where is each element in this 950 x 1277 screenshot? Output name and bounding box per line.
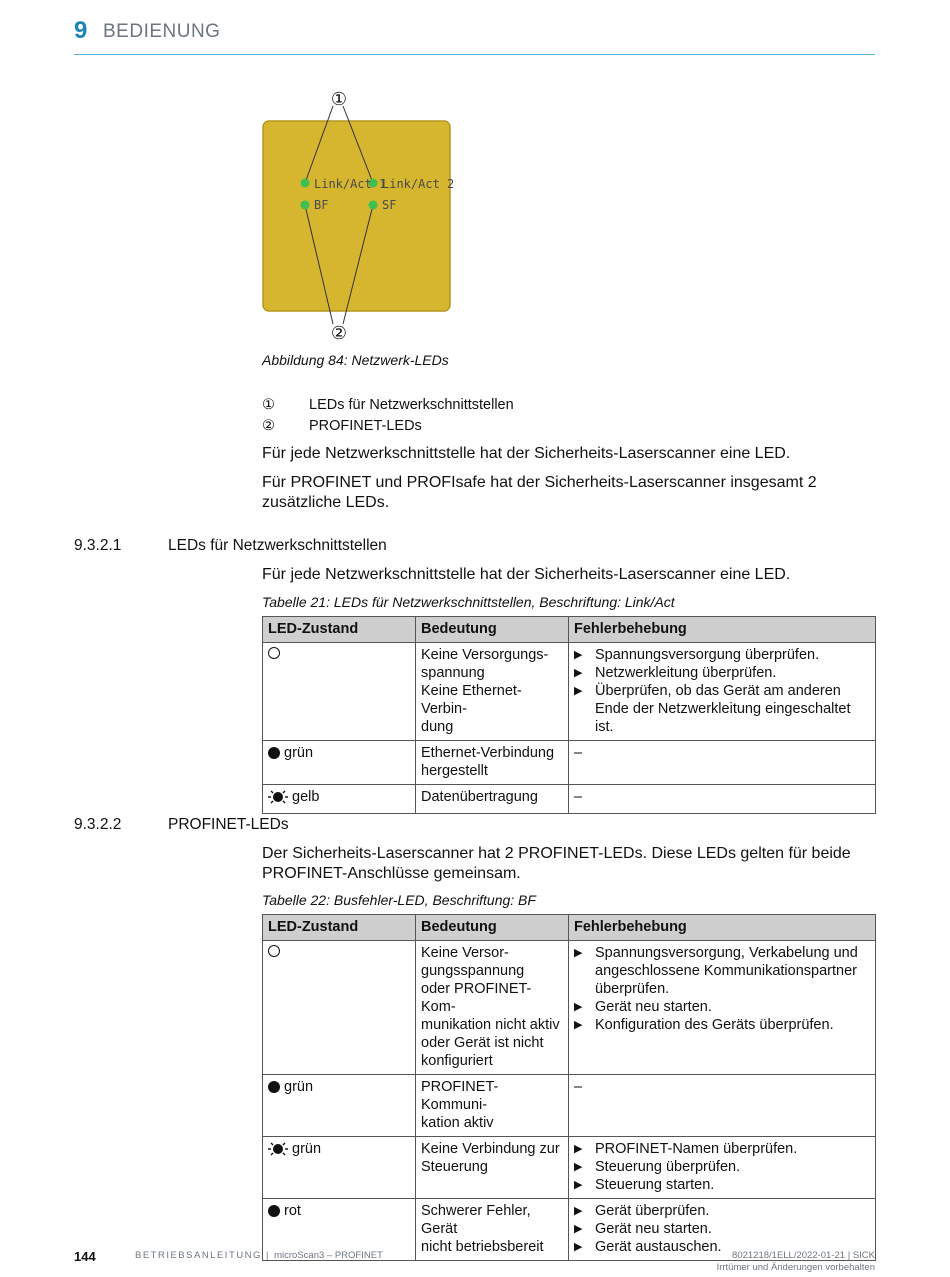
table-row [263, 941, 876, 1075]
fix-cell: – [569, 785, 876, 814]
fix-step: ▶ Steuerung starten. [574, 1176, 870, 1194]
footer-document: BETRIEBSANLEITUNG | microScan3 – PROFINET [135, 1250, 383, 1261]
meaning-line: konfiguriert [421, 1053, 493, 1069]
meaning-cell [416, 1075, 569, 1137]
meaning-line: Steuerung [421, 1159, 488, 1175]
callout-2: ② [330, 323, 348, 344]
led-state-cell [263, 1075, 416, 1137]
led-state-text: grün [284, 1079, 314, 1095]
led-state-cell [263, 941, 416, 1075]
meaning-line: kation aktiv [421, 1115, 494, 1131]
fix-step: ▶ Konfiguration des Geräts überprüfen. [574, 1016, 870, 1034]
meaning-cell [416, 643, 569, 741]
paragraph: Für jede Netzwerkschnittstelle hat der Sicherheits-Laserscanner eine LED. [262, 566, 791, 583]
fix-step: ▶ PROFINET-Namen überprüfen. [574, 1140, 870, 1158]
fix-cell [569, 643, 876, 741]
table-header-row [263, 915, 876, 941]
meaning-cell [416, 1137, 569, 1199]
led-on-icon [268, 1081, 280, 1093]
section-title: LEDs für Netzwerkschnittstellen [168, 537, 387, 554]
led-state-cell [263, 643, 416, 741]
led-label: Link/Act 1 [314, 177, 387, 191]
paragraph: Für jede Netzwerkschnittstelle hat der Sicherheits-Laserscanner eine LED. [262, 445, 791, 462]
meaning-line: Datenübertragung [421, 789, 538, 805]
fix-cell [569, 941, 876, 1075]
legend-text: LEDs für Netzwerkschnittstellen [309, 397, 514, 413]
led-flashing-icon [268, 1142, 288, 1156]
led-state-text: rot [284, 1203, 301, 1219]
footer-doc-id: 8021218/1ELL/2022-01-21 | SICK [732, 1250, 875, 1261]
paragraph: Für PROFINET und PROFIsafe hat der Sicherheits-Laserscanner insgesamt 2 zusätzliche LEDs. [262, 474, 817, 511]
meaning-line: dung [421, 719, 454, 735]
led-bf [301, 201, 310, 210]
led-table-network [262, 616, 876, 814]
table-caption: Tabelle 22: Busfehler-LED, Beschriftung: BF [262, 892, 536, 908]
led-label: Link/Act 2 [382, 177, 455, 191]
meaning-line: munikation nicht aktiv [421, 1017, 560, 1033]
table-row [263, 1137, 876, 1199]
fix-step: ▶ Steuerung überprüfen. [574, 1158, 870, 1176]
meaning-line: Keine Versor- [421, 945, 509, 961]
meaning-line: oder PROFINET-Kom- [421, 981, 532, 1015]
callout-1: ① [330, 89, 348, 110]
section-number: 9.3.2.1 [74, 537, 122, 554]
table-caption: Tabelle 21: LEDs für Netzwerkschnittstellen, Beschriftung: Link/Act [262, 594, 675, 610]
column-header: Bedeutung [416, 915, 569, 941]
device-panel [263, 121, 450, 311]
led-link-act-1 [301, 179, 310, 188]
column-header: Fehlerbehebung [569, 915, 876, 941]
led-label: SF [382, 198, 397, 212]
fix-step: ▶ Spannungsversorgung, Verkabelung und angeschlossene Kommunikationspartner überprüfen. [574, 944, 870, 998]
chapter-number: 9 [74, 17, 88, 44]
meaning-line: nicht betriebsbereit [421, 1239, 544, 1255]
network-leds-figure [260, 85, 460, 345]
table-row [263, 785, 876, 814]
column-header: Bedeutung [416, 617, 569, 643]
page-number: 144 [74, 1249, 96, 1264]
meaning-line: Ethernet-Verbindung [421, 745, 555, 761]
led-off-icon [268, 945, 280, 957]
footer-right [717, 1250, 875, 1274]
meaning-cell [416, 941, 569, 1075]
meaning-cell [416, 741, 569, 785]
meaning-line: Keine Versorgungs- [421, 647, 549, 663]
table-row [263, 1075, 876, 1137]
fix-step: ▶ Gerät neu starten. [574, 998, 870, 1016]
figure-caption: Abbildung 84: Netzwerk-LEDs [262, 352, 449, 368]
led-panel-illustration [260, 85, 460, 345]
led-on-icon [268, 747, 280, 759]
fix-cell [569, 1137, 876, 1199]
meaning-cell [416, 785, 569, 814]
led-sf [369, 201, 378, 210]
led-on-icon [268, 1205, 280, 1217]
led-off-icon [268, 647, 280, 659]
table-header-row [263, 617, 876, 643]
column-header: LED-Zustand [263, 915, 416, 941]
meaning-line: Keine Verbindung zur [421, 1141, 560, 1157]
fix-step: ▶ Gerät überprüfen. [574, 1202, 870, 1220]
fix-step: ▶ Netzwerkleitung überprüfen. [574, 664, 870, 682]
led-state-cell [263, 1137, 416, 1199]
legend-number: ① [262, 397, 275, 413]
meaning-line: spannung [421, 665, 485, 681]
led-state-cell [263, 785, 416, 814]
fix-cell: – [569, 741, 876, 785]
fix-step: ▶ Gerät neu starten. [574, 1220, 870, 1238]
footer-doc-type: BETRIEBSANLEITUNG [135, 1250, 262, 1261]
section-number: 9.3.2.2 [74, 816, 122, 833]
footer-disclaimer: Irrtümer und Änderungen vorbehalten [716, 1262, 875, 1273]
meaning-line: PROFINET-Kommuni- [421, 1079, 499, 1113]
led-flashing-icon [268, 790, 288, 804]
legend-text: PROFINET-LEDs [309, 418, 422, 434]
meaning-line: Keine Ethernet-Verbin- [421, 683, 522, 717]
chapter-title: BEDIENUNG [103, 21, 221, 42]
page-header [74, 14, 875, 55]
led-state-text: gelb [292, 789, 320, 805]
led-state-text: grün [292, 1141, 322, 1157]
table-row [263, 741, 876, 785]
led-table-busfault [262, 914, 876, 1261]
column-header: Fehlerbehebung [569, 617, 876, 643]
fix-step: ▶ Gerät austauschen. [574, 1238, 870, 1256]
led-state-cell [263, 741, 416, 785]
fix-step: ▶ Überprüfen, ob das Gerät am anderen Ende der Netzwerkleitung eingeschaltet ist. [574, 682, 870, 736]
meaning-line: gungsspannung [421, 963, 525, 979]
section-title: PROFINET-LEDs [168, 816, 289, 833]
paragraph: Der Sicherheits-Laserscanner hat 2 PROFINET-LEDs. Diese LEDs gelten für beide PROFINET-Anschlüsse gemeinsam. [262, 845, 851, 882]
meaning-line: oder Gerät ist nicht [421, 1035, 544, 1051]
fix-step: ▶ Spannungsversorgung überprüfen. [574, 646, 870, 664]
table-row [263, 643, 876, 741]
meaning-line: hergestellt [421, 763, 488, 779]
column-header: LED-Zustand [263, 617, 416, 643]
footer-product: microScan3 – PROFINET [274, 1250, 383, 1261]
fix-cell: – [569, 1075, 876, 1137]
meaning-cell [416, 1199, 569, 1261]
led-state-text: grün [284, 745, 314, 761]
legend-number: ② [262, 418, 275, 434]
led-label: BF [314, 198, 329, 212]
meaning-line: Schwerer Fehler, Gerät [421, 1203, 531, 1237]
